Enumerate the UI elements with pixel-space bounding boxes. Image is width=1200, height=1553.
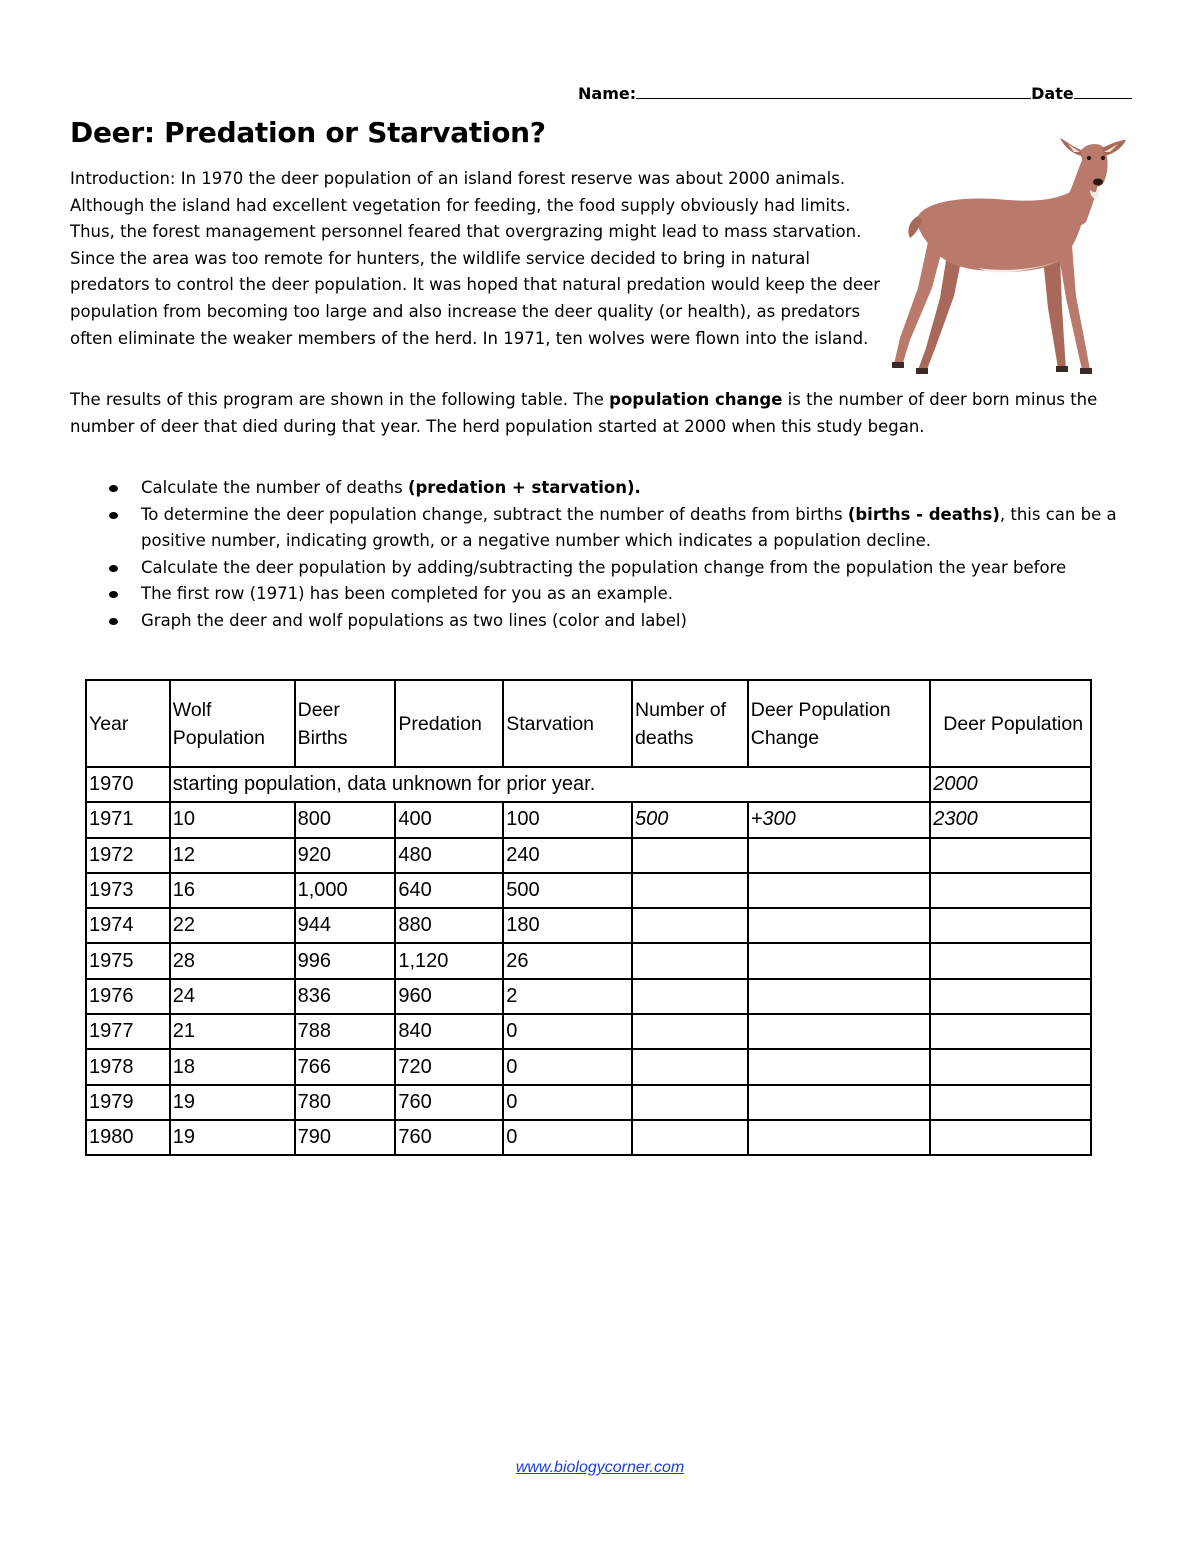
cell-number-of-deaths[interactable]	[632, 943, 748, 978]
header-number-of-deaths: Number of deaths	[632, 680, 748, 767]
cell-starvation: 500	[503, 873, 632, 908]
list-item: The first row (1971) has been completed for you as an example.	[104, 581, 1134, 608]
cell-deer-population[interactable]	[930, 943, 1091, 978]
cell-starvation: 240	[503, 838, 632, 873]
list-item: Graph the deer and wolf populations as two lines (color and label)	[104, 608, 1134, 635]
cell-wolf-population: 18	[170, 1049, 295, 1084]
table-row	[86, 979, 1091, 1014]
header-population-change: Deer Population Change	[748, 680, 930, 767]
cell-wolf-population: 19	[170, 1120, 295, 1155]
cell-population-change[interactable]	[748, 1120, 930, 1155]
table-row	[86, 943, 1091, 978]
table-row	[86, 802, 1091, 837]
cell-number-of-deaths[interactable]	[632, 979, 748, 1014]
bullet-icon	[109, 485, 118, 492]
cell-year: 1970	[86, 767, 170, 802]
cell-number-of-deaths[interactable]	[632, 873, 748, 908]
bullet-icon	[109, 512, 118, 519]
cell-starvation: 2	[503, 979, 632, 1014]
cell-deer-births: 996	[295, 943, 396, 978]
cell-deer-births: 836	[295, 979, 396, 1014]
cell-deer-births: 788	[295, 1014, 396, 1049]
introduction-paragraph: Introduction: In 1970 the deer population of an island forest reserve was about 2000 animals. Although the island had excellent vegetation for feeding, the food supply obviously had limits. Thus, the forest management personnel feared that overgrazing might lead to mass starvation. Since the area was too remote for hunters, the wildlife service decided to bring in natural predators to control the deer population. It was hoped that natural predation would keep the deer population from becoming too large and also increase the deer quality (or health), as predators often eliminate the weaker members of the herd. In 1971, ten wolves were flown into the island.	[70, 169, 881, 348]
cell-number-of-deaths[interactable]	[632, 838, 748, 873]
header-starvation: Starvation	[503, 680, 632, 767]
cell-starvation: 0	[503, 1014, 632, 1049]
cell-number-of-deaths: 500	[632, 802, 748, 837]
deer-illustration	[888, 138, 1144, 380]
cell-deer-births: 790	[295, 1120, 396, 1155]
cell-number-of-deaths[interactable]	[632, 1049, 748, 1084]
cell-population-change[interactable]	[748, 943, 930, 978]
cell-wolf-population: 10	[170, 802, 295, 837]
footer-link[interactable]: www.biologycorner.com	[515, 1459, 685, 1476]
instructions-paragraph	[70, 387, 1130, 440]
cell-wolf-population: 19	[170, 1085, 295, 1120]
cell-predation: 480	[395, 838, 503, 873]
cell-starvation: 180	[503, 908, 632, 943]
cell-predation: 880	[395, 908, 503, 943]
population-table	[85, 679, 1092, 1156]
cell-year: 1977	[86, 1014, 170, 1049]
header-year: Year	[86, 680, 170, 767]
cell-note: starting population, data unknown for prior year.	[170, 767, 930, 802]
table-row	[86, 908, 1091, 943]
cell-year: 1980	[86, 1120, 170, 1155]
cell-year: 1976	[86, 979, 170, 1014]
instruction-list	[104, 475, 1134, 635]
cell-deer-births: 920	[295, 838, 396, 873]
bullet-icon	[109, 565, 118, 572]
cell-deer-population: 2300	[930, 802, 1091, 837]
cell-predation: 840	[395, 1014, 503, 1049]
cell-deer-births: 800	[295, 802, 396, 837]
table-row	[86, 1049, 1091, 1084]
bullet-icon	[109, 591, 118, 598]
table-row	[86, 873, 1091, 908]
cell-predation: 720	[395, 1049, 503, 1084]
cell-deer-population[interactable]	[930, 979, 1091, 1014]
cell-deer-population[interactable]	[930, 1014, 1091, 1049]
header-deer-births: Deer Births	[295, 680, 396, 767]
cell-deer-births: 944	[295, 908, 396, 943]
cell-deer-population[interactable]	[930, 1120, 1091, 1155]
cell-year: 1972	[86, 838, 170, 873]
cell-population-change[interactable]	[748, 873, 930, 908]
cell-year: 1974	[86, 908, 170, 943]
cell-starvation: 0	[503, 1085, 632, 1120]
cell-population-change: +300	[748, 802, 930, 837]
cell-number-of-deaths[interactable]	[632, 1085, 748, 1120]
cell-deer-births: 1,000	[295, 873, 396, 908]
cell-wolf-population: 12	[170, 838, 295, 873]
cell-deer-population[interactable]	[930, 1049, 1091, 1084]
cell-predation: 960	[395, 979, 503, 1014]
cell-year: 1978	[86, 1049, 170, 1084]
cell-deer-population: 2000	[930, 767, 1091, 802]
cell-number-of-deaths[interactable]	[632, 1014, 748, 1049]
table-row	[86, 1085, 1091, 1120]
cell-year: 1979	[86, 1085, 170, 1120]
table-row	[86, 767, 1091, 802]
cell-year: 1975	[86, 943, 170, 978]
table-header-row	[86, 680, 1091, 767]
cell-wolf-population: 21	[170, 1014, 295, 1049]
header-predation: Predation	[395, 680, 503, 767]
list-item: Calculate the deer population by adding/subtracting the population change from the population the year before	[104, 555, 1134, 582]
cell-population-change[interactable]	[748, 838, 930, 873]
page-title: Deer: Predation or Starvation?	[70, 116, 546, 149]
cell-deer-population[interactable]	[930, 908, 1091, 943]
cell-wolf-population: 22	[170, 908, 295, 943]
cell-year: 1973	[86, 873, 170, 908]
cell-wolf-population: 28	[170, 943, 295, 978]
cell-population-change[interactable]	[748, 979, 930, 1014]
header-deer-population: Deer Population	[930, 680, 1091, 767]
cell-number-of-deaths[interactable]	[632, 908, 748, 943]
cell-predation: 640	[395, 873, 503, 908]
cell-predation: 760	[395, 1120, 503, 1155]
cell-population-change[interactable]	[748, 1049, 930, 1084]
cell-wolf-population: 16	[170, 873, 295, 908]
cell-population-change[interactable]	[748, 1014, 930, 1049]
cell-deer-population[interactable]	[930, 873, 1091, 908]
name-date-line	[578, 82, 1130, 103]
para2-text-1: The results of this program are shown in the following table. The	[70, 390, 610, 409]
cell-year: 1971	[86, 802, 170, 837]
para2-bold: population change	[609, 390, 783, 409]
cell-population-change[interactable]	[748, 1085, 930, 1120]
cell-predation: 1,120	[395, 943, 503, 978]
cell-starvation: 26	[503, 943, 632, 978]
cell-starvation: 0	[503, 1049, 632, 1084]
list-item: Calculate the number of deaths (predation + starvation).	[104, 475, 1134, 502]
cell-predation: 400	[395, 802, 503, 837]
cell-deer-births: 780	[295, 1085, 396, 1120]
bullet-icon	[109, 618, 118, 625]
cell-starvation: 0	[503, 1120, 632, 1155]
header-wolf-population: Wolf Population	[170, 680, 295, 767]
cell-predation: 760	[395, 1085, 503, 1120]
date-field[interactable]	[1074, 82, 1132, 99]
date-label: Date	[1031, 84, 1074, 103]
cell-wolf-population: 24	[170, 979, 295, 1014]
table-row	[86, 1014, 1091, 1049]
cell-deer-population[interactable]	[930, 1085, 1091, 1120]
table-row	[86, 1120, 1091, 1155]
table-row	[86, 838, 1091, 873]
cell-deer-population[interactable]	[930, 838, 1091, 873]
cell-number-of-deaths[interactable]	[632, 1120, 748, 1155]
name-field[interactable]	[636, 82, 1031, 99]
cell-starvation: 100	[503, 802, 632, 837]
name-label: Name:	[578, 84, 637, 103]
cell-deer-births: 766	[295, 1049, 396, 1084]
list-item: To determine the deer population change, subtract the number of deaths from births (births - deaths), this can be a positive number, indicating growth, or a negative number which indicates a population decline.	[104, 502, 1134, 555]
para2-text-2: is the number of deer born minus the number of deer that died during that year. The herd population started at 2000 when this study began.	[70, 390, 1098, 436]
cell-population-change[interactable]	[748, 908, 930, 943]
